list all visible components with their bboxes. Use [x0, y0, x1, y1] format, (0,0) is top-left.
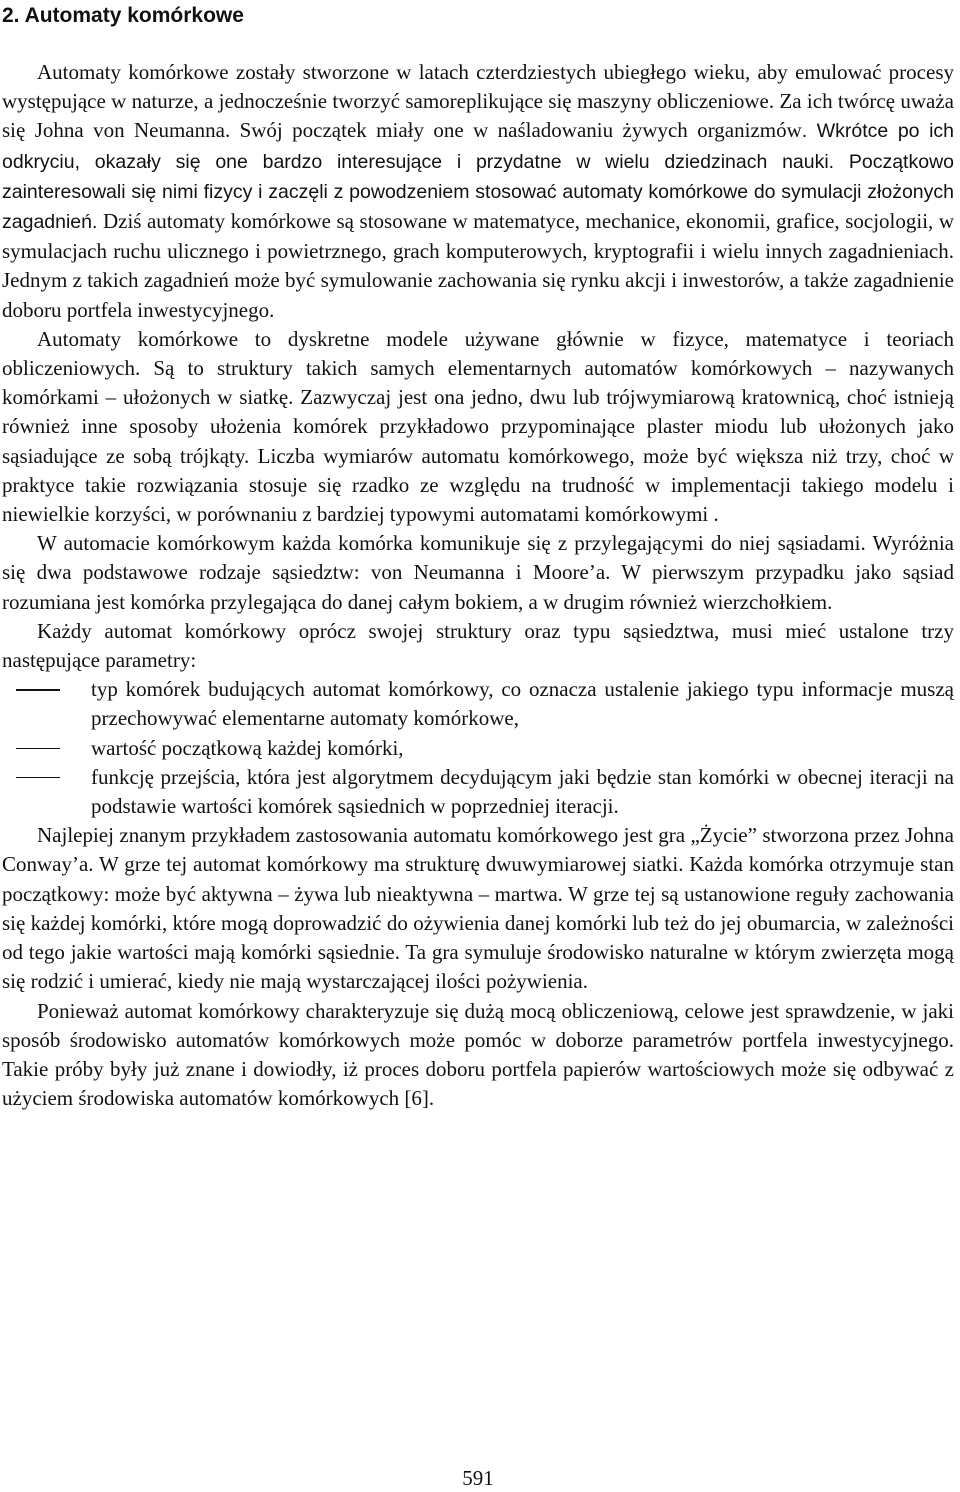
paragraph-introduction-part: Początkowo zainteresowali się nimi fizycy i zaczęli z powodzeniem stosować automaty komórkowe do symulacji złożonych zagadnień. — [2, 150, 954, 234]
list-item — [2, 734, 954, 763]
paragraph-parameters: Każdy automat komórkowy oprócz swojej struktury oraz typu sąsiedztwa, musi mieć ustalone trzy następujące parametry: — [2, 618, 954, 673]
paragraph-neighborhood: W automacie komórkowym każda komórka komunikuje się z przylegającymi do niej sąsiadami. Wyróżnia się dwa podstawowe rodzaje sąsiedztw: von Neumanna i Moore’a. W pierwszym przypadku jako sąsiad rozumiana jest komórka przylegająca do danej całym bokiem, a w drugim również wierzchołkiem. — [2, 531, 954, 614]
paragraph-definition: Automaty komórkowe to dyskretne modele używane głównie w fizyce, matematyce i teoriach obliczeniowych. Są to struktury takich samych elementarnych automatów komórkowych – nazywanych komórkami – ułożonych w siatkę. Zazwyczaj jest ona jedno, dwu lub trójwymiarową kratownicą, choć istnieją również inne sposoby ułożenia komórek przykładowo przypominające plaster miodu lub ułożonych jako sąsiadujące ze sobą trójkąty. Liczba wymiarów automatu komórkowego, może być większa niż trzy, choć w praktyce takie rozwiązania stosuje się rzadko ze względu na trudność w implementacji takiego modelu i niewielkie korzyści, w porównaniu z bardziej typowymi automatami komórkowymi . — [2, 326, 954, 527]
list-item-text: wartość początkową każdej komórki, — [91, 735, 404, 760]
dash-bullet-icon — [16, 689, 60, 691]
dash-bullet-icon — [16, 748, 60, 750]
page-number: 591 — [462, 1466, 494, 1490]
paragraph-introduction-part: . Wkrótce po ich odkryciu, okazały się one bardzo interesujące i przydatne w wielu dziedzinach nauki. — [2, 120, 954, 173]
parameter-list — [2, 675, 954, 821]
body-text — [2, 58, 954, 1113]
list-item — [2, 763, 954, 821]
paragraph-introduction — [2, 58, 954, 325]
list-item-text: funkcję przejścia, która jest algorytmem decydującym jaki będzie stan komórki w obecnej iteracji na podstawie wartości komórek sąsiednich w poprzedniej iteracji. — [91, 764, 954, 819]
paragraph-introduction-part: Automaty komórkowe zostały stworzone w latach czterdziestych ubiegłego wieku, aby emulować procesy występujące w naturze, a jednocześnie tworzyć samoreplikujące się maszyny obliczeniowe. Za ich twórcę uważa się Johna von Neumanna. Swój początek miały one w naśladowaniu żywych organizmów — [2, 60, 954, 143]
section-heading: 2. Automaty komórkowe — [2, 4, 244, 27]
paragraph-portfolio: Ponieważ automat komórkowy charakteryzuje się dużą mocą obliczeniową, celowe jest sprawdzenie, w jaki sposób środowisko automatów komórkowych może pomóc w doborze parametrów portfela inwestycyjnego. Takie próby były już znane i dowiodły, iż proces doboru portfela papierów wartościowych może się odbywać z użyciem środowiska automatów komórkowych [6]. — [2, 998, 954, 1111]
paragraph-introduction-part: Dziś automaty komórkowe są stosowane w matematyce, mechanice, ekonomii, grafice, socjologii, w symulacjach ruchu ulicznego i powietrznego, grach komputerowych, kryptografii i wielu innych zagadnieniach. Jednym z takich zagadnień może być symulowanie zachowania się rynku akcji i inwestorów, a także zagadnienie doboru portfela inwestycyjnego. — [2, 209, 954, 322]
list-item — [2, 675, 954, 733]
dash-bullet-icon — [16, 777, 60, 779]
paragraph-game-of-life: Najlepiej znanym przykładem zastosowania automatu komórkowego jest gra „Życie” stworzona przez Johna Conway’a. W grze tej automat komórkowy ma strukturę dwuwymiarowej siatki. Każda komórka otrzymuje stan początkowy: może być aktywna – żywa lub nieaktywna – martwa. W grze tej są ustanowione reguły zachowania się każdej komórki, które mogą doprowadzić do ożywienia danej komórki lub też do jej obumarcia, w zależności od tego jakie wartości mają komórki sąsiednie. Ta gra symuluje środowisko naturalne w którym zwierzęta mogą się rodzić i umierać, kiedy nie mają wystarczającej ilości pożywienia. — [2, 823, 954, 994]
list-item-text: typ komórek budujących automat komórkowy, co oznacza ustalenie jakiego typu informacje muszą przechowywać elementarne automaty komórkowe, — [91, 677, 954, 731]
